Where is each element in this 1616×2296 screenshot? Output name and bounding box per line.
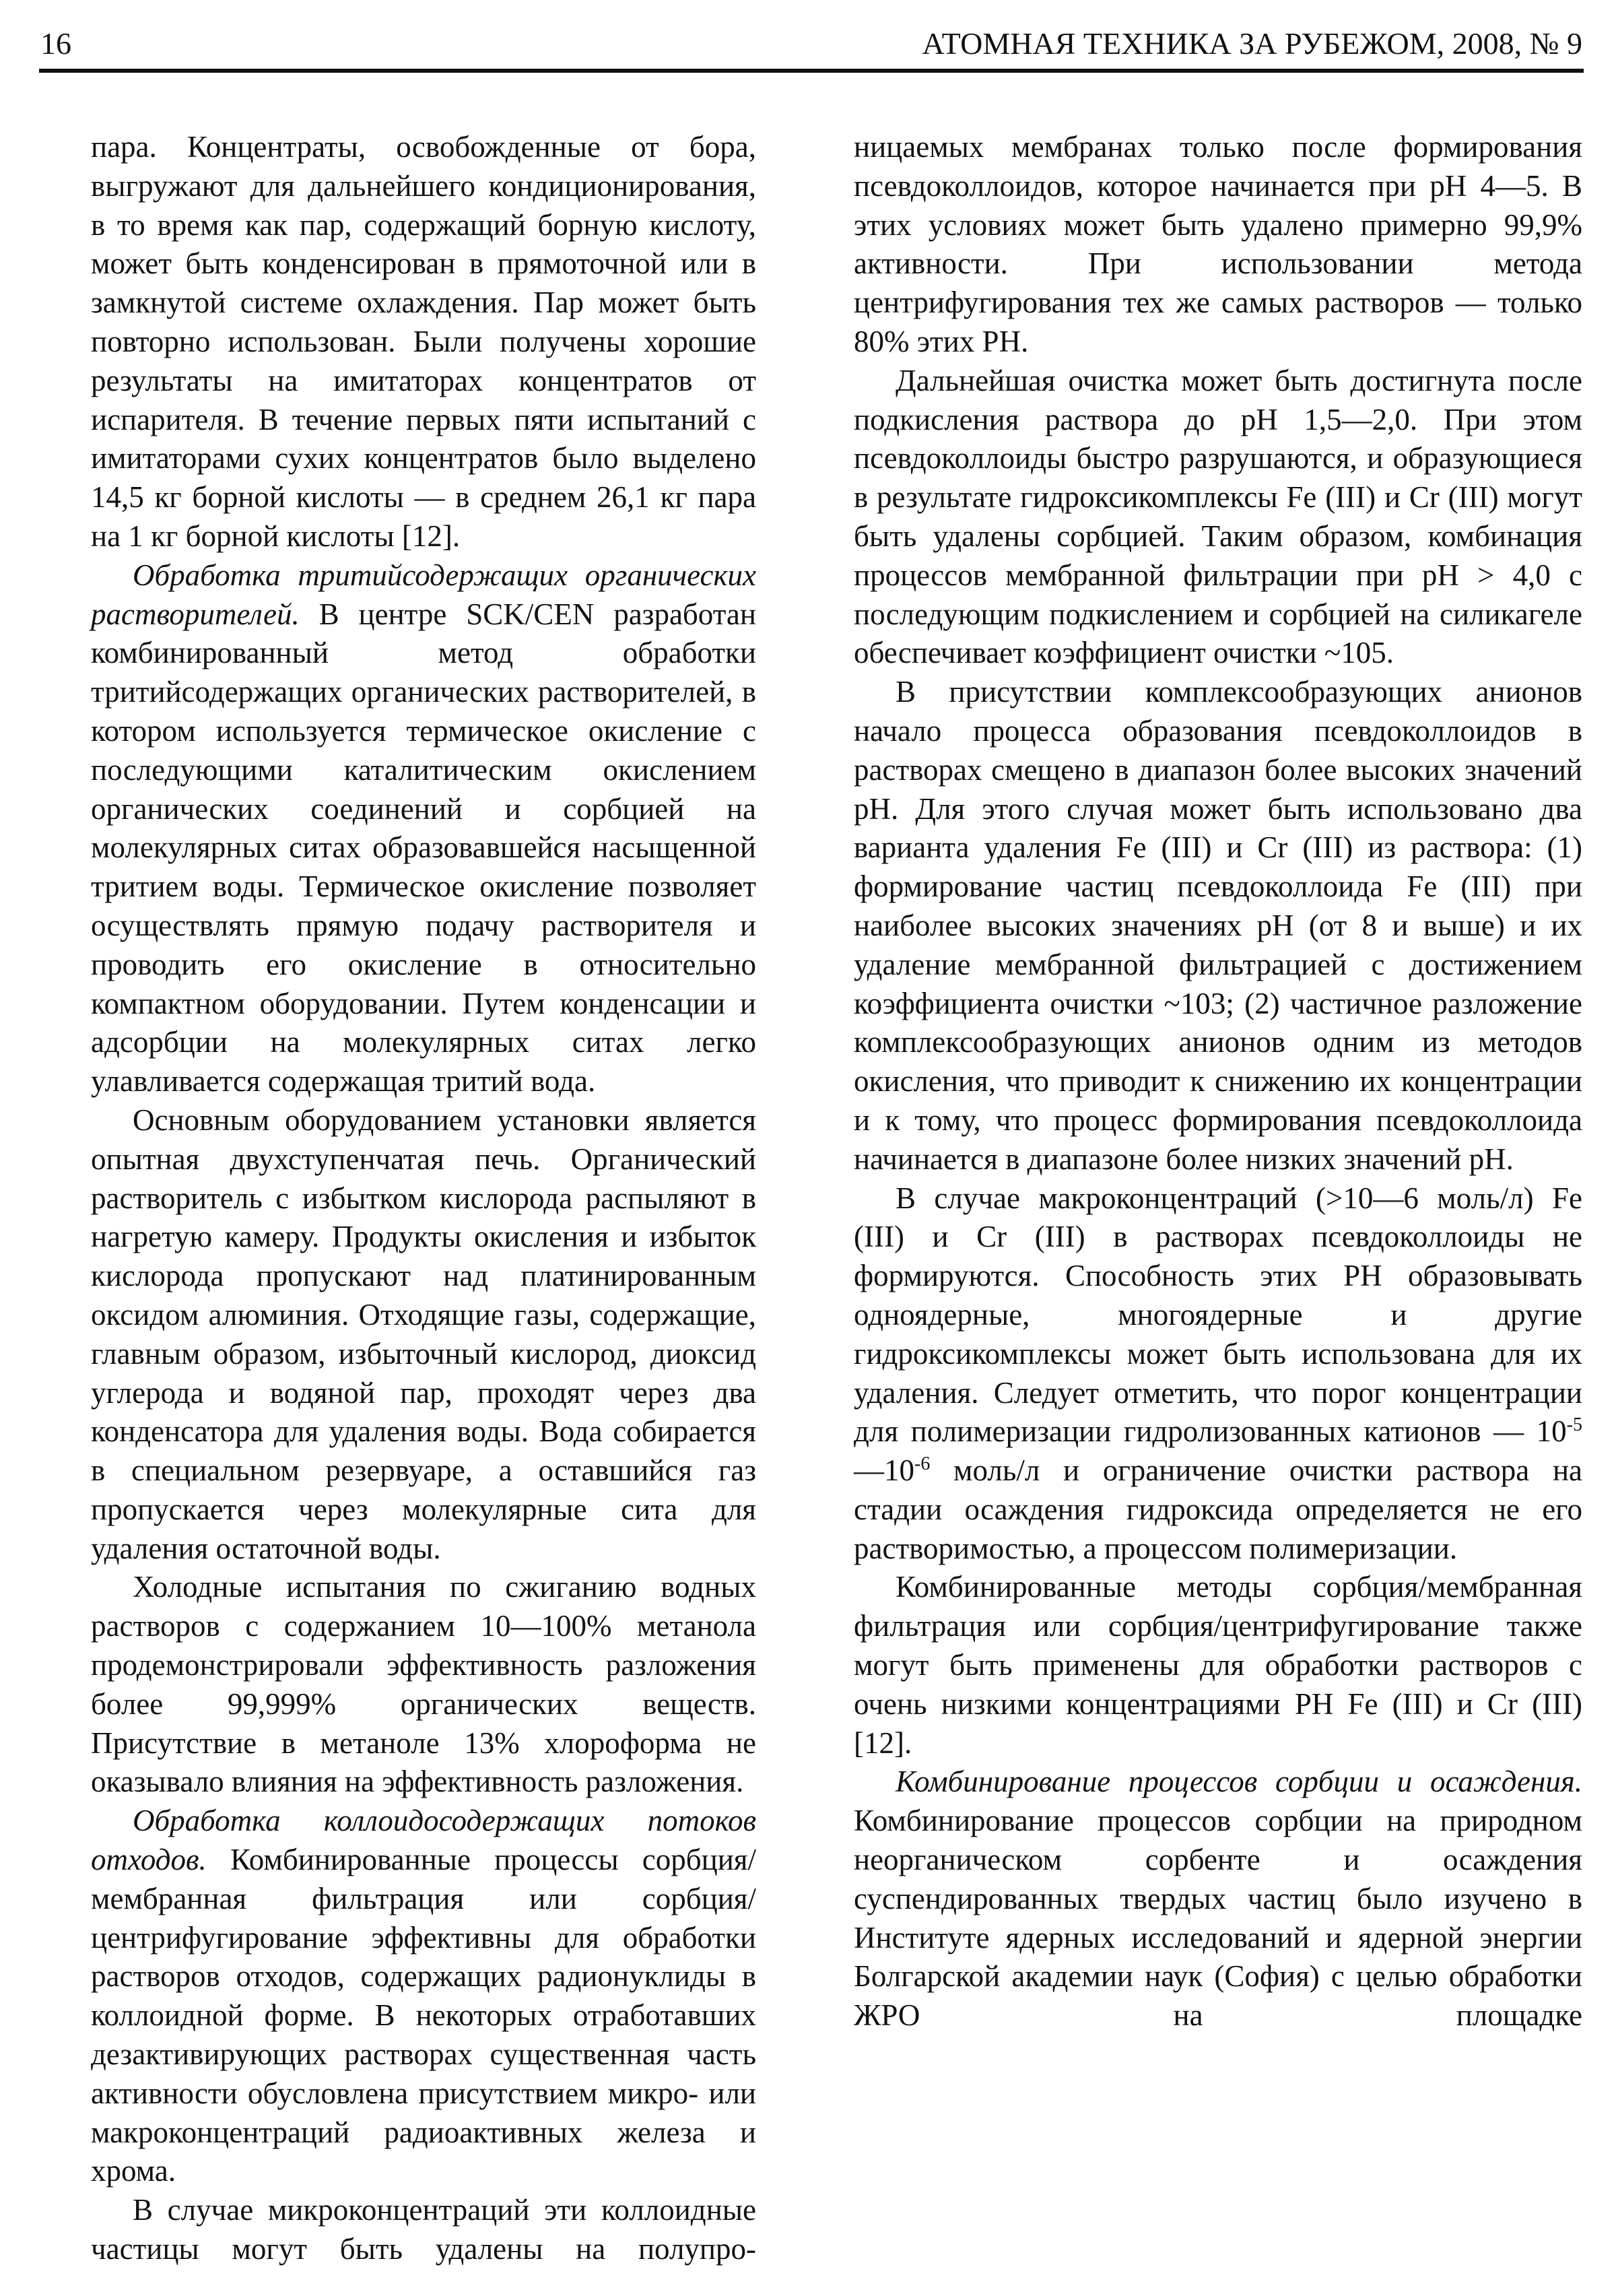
paragraph bbox=[91, 2191, 756, 2269]
paragraph-text: ницаемых мембранах только после формирования псевдоколлоидов, которое начинается при pH 4—5. В этих условиях может быть удалено примерно 99,9% активности. При использовании метода центрифугирования тех же самых растворов — только 80% этих РН. bbox=[854, 130, 1582, 358]
left-column bbox=[91, 128, 756, 2269]
page-number: 16 bbox=[40, 26, 71, 61]
paragraph bbox=[854, 1568, 1582, 1763]
paragraph bbox=[91, 1802, 756, 2191]
paragraph bbox=[91, 1568, 756, 1802]
paragraph bbox=[854, 128, 1582, 362]
right-column bbox=[854, 128, 1582, 2035]
section-lead: Комбинирование процессов сорбции и осаждения. bbox=[896, 1765, 1582, 1799]
paragraph bbox=[91, 128, 756, 556]
running-header bbox=[40, 26, 1582, 66]
paragraph-text: В центре SCK/CEN разработан комбинированный метод обработки тритийсодержащих органических растворителей, в котором используется термическое окисление с последующими каталитическим окислением органических соединений и сорбцией на молекулярных ситах образовавшейся насыщенной тритием воды. Термическое окисление позволяет осуществлять прямую подачу растворителя и проводить его окисление в относительно компактном оборудовании. Путем конденсации и адсорбции на молекулярных ситах легко улавливается содержащая тритий вода. bbox=[91, 597, 756, 1098]
paragraph-text: моль/л и ограничение очистки раствора на стадии осаждения гидроксида определяется не его растворимостью, а процессом полимеризации. bbox=[854, 1453, 1582, 1565]
paragraph bbox=[854, 673, 1582, 1179]
paragraph bbox=[854, 1763, 1582, 2035]
paragraph-text: —10 bbox=[854, 1453, 914, 1488]
paragraph-text: пара. Концентраты, освобожденные от бора, выгружают для дальнейшего кондиционирования, в то время как пар, содержащий борную кислоту, может быть конденсирован в прямоточной или в замкнутой системе охлаждения. Пар может быть повторно использован. Были получены хорошие результаты на имитаторах концентратов от испарителя. В течение первых пяти испытаний с имитаторами сухих концентратов было выделено 14,5 кг борной кислоты — в среднем 26,1 кг пара на 1 кг борной кислоты [12]. bbox=[91, 130, 756, 553]
paragraph-text: В случае макроконцентраций (>10—6 моль/л) Fe (III) и Cr (III) в растворах псевдоколлоиды не формируются. Способность этих РН образовывать одноядерные, многоядерные и другие гидроксикомплексы может быть использована для их удаления. Следует отметить, что порог концентрации для полимеризации гидролизованных катионов — 10 bbox=[854, 1181, 1582, 1449]
header-rule bbox=[39, 69, 1584, 73]
paragraph-text: Основным оборудованием установки является опытная двухступенчатая печь. Органический растворитель с избытком кислорода распыляют в нагретую камеру. Продукты окисления и избыток кислорода пропускают над платинированным оксидом алюминия. Отходящие газы, содержащие, главным образом, избыточный кислород, диоксид углерода и водяной пар, проходят через два конденсатора для удаления воды. Вода собирается в специальном резервуаре, а оставшийся газ пропускается через молекулярные сита для удаления остаточной воды. bbox=[91, 1103, 756, 1565]
paragraph-text: Комбинированные процессы сорбция/мембранная фильтрация или сорбция/центрифугирование эффективны для обработки растворов отходов, содержащих радионуклиды в коллоидной форме. В некоторых отработавших дезактивирующих растворах существенная часть активности обусловлена присутствием микро- или макроконцентраций радиоактивных железа и хрома. bbox=[91, 1843, 756, 2188]
paragraph-text: В случае микроконцентраций эти коллоидные частицы могут быть удалены на полупро- bbox=[91, 2193, 756, 2266]
section-lead: Обработка коллоидосодержащих потоков отходов. bbox=[91, 1804, 756, 1877]
paragraph-text: В присутствии комплексообразующих анионов начало процесса образования псевдоколлоидов в растворах смещено в диапазон более высоких значений pH. Для этого случая может быть использовано два варианта удаления Fe (III) и Cr (III) из раствора: (1) формирование частиц псевдоколлоида Fe (III) при наиболее высоких значениях pH (от 8 и выше) и их удаление мембранной фильтрацией с достижением коэффициента очистки ~103; (2) частичное разложение комплексообразующих анионов одним из методов окисления, что приводит к снижению их концентрации и к тому, что процесс формирования псевдоколлоида начинается в диапазоне более низких значений pH. bbox=[854, 675, 1582, 1176]
paragraph bbox=[91, 1101, 756, 1569]
paragraph-text: Комбинирование процессов сорбции на природном неорганическом сорбенте и осаждения суспендированных твердых частиц было изучено в Институте ядерных исследований и ядерной энергии Болгарской академии наук (София) с целью обработки ЖРО на площадке bbox=[854, 1804, 1582, 2033]
exponent: -6 bbox=[914, 1453, 931, 1475]
paragraph-text: Дальнейшая очистка может быть достигнута после подкисления раствора до pH 1,5—2,0. При этом псевдоколлоиды быстро разрушаются, и образующиеся в результате гидроксикомплексы Fe (III) и Cr (III) могут быть удалены сорбцией. Таким образом, комбинация процессов мембранной фильтрации при pH > 4,0 с последующим подкислением и сорбцией на силикагеле обеспечивает коэффициент очистки ~105. bbox=[854, 363, 1582, 670]
paragraph-text: Комбинированные методы сорбция/мембранная фильтрация или сорбция/центрифугирование также могут быть применены для обработки растворов с очень низкими концентрациями РН Fe (III) и Cr (III) [12]. bbox=[854, 1570, 1582, 1760]
section-lead: Обработка тритийсодержащих органических растворителей. bbox=[91, 558, 756, 631]
exponent: -5 bbox=[1566, 1414, 1582, 1436]
paragraph bbox=[91, 556, 756, 1101]
paragraph bbox=[854, 362, 1582, 673]
paragraph bbox=[854, 1179, 1582, 1569]
journal-title: АТОМНАЯ ТЕХНИКА ЗА РУБЕЖОМ, 2008, № 9 bbox=[922, 26, 1582, 61]
paragraph-text: Холодные испытания по сжиганию водных растворов с содержанием 10—100% метанола продемонстрировали эффективность разложения более 99,999% органических веществ. Присутствие в метаноле 13% хлороформа не оказывало влияния на эффективность разложения. bbox=[91, 1570, 756, 1799]
